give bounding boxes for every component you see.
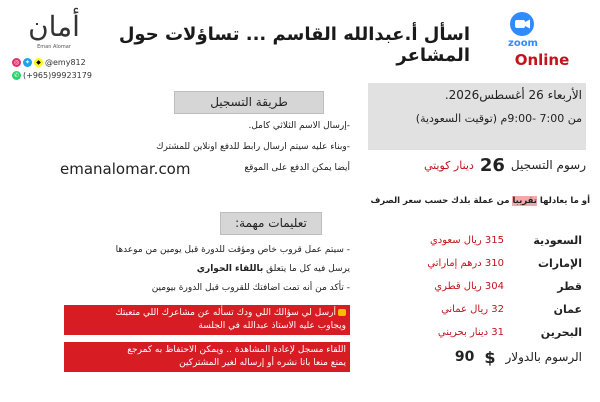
social-handles xyxy=(12,57,86,67)
whatsapp-icon[interactable]: ✆ xyxy=(13,71,20,79)
fee-label: رسوم التسجيل xyxy=(510,158,586,172)
phone-number[interactable]: (+965)99923179 xyxy=(23,70,92,80)
zoom-icon xyxy=(510,12,534,36)
snapchat-icon[interactable]: ◆ xyxy=(34,58,43,67)
usd-label: الرسوم بالدولار xyxy=(505,350,582,364)
approx-after: من عملة بلدك حسب سعر الصرف xyxy=(370,196,513,206)
logo-subtitle: Eman Alomar xyxy=(37,44,71,50)
usd-fee xyxy=(392,347,582,367)
logo-script: أمان xyxy=(28,10,80,43)
country-row xyxy=(380,233,590,253)
approx-highlight: تقريبا xyxy=(512,196,537,206)
country-name: قطر xyxy=(557,280,582,293)
instagram-icon[interactable]: ◎ xyxy=(13,58,20,66)
fee-currency: دينار كويتي xyxy=(423,158,474,172)
zoom-label: zoom xyxy=(508,38,538,49)
country-price: 31 دينار بحريني xyxy=(437,327,504,338)
country-row xyxy=(380,325,590,345)
phone-contact xyxy=(12,70,92,80)
schedule-date: الأربعاء 26 أغسطس2026. xyxy=(444,88,582,102)
online-label: Online xyxy=(514,51,570,69)
dollar-icon: $ xyxy=(484,347,496,367)
country-name: السعودية xyxy=(533,234,582,247)
fee-amount: 26 xyxy=(479,154,505,176)
notice-line: أرسل لي سؤالك اللي ودك تسأله عن مشاعرك اللي متعبتك xyxy=(115,308,336,318)
instruction-line: - تأكد من أنه تمت اضافتك للقروب قبل الدورة بيومين xyxy=(151,283,350,293)
instruction-bold: باللقاء الحواري xyxy=(196,264,264,274)
country-row xyxy=(380,279,590,299)
country-price: 32 ريال عماني xyxy=(441,304,504,315)
instruction-text: يرسل فيه كل ما يتعلق xyxy=(263,264,350,274)
country-name: الإمارات xyxy=(537,257,582,270)
country-name: عمان xyxy=(553,303,582,316)
notice-line: اللقاء مسجل لإعادة المشاهدة .. ويمكن الاحتفاظ به كمرجع xyxy=(127,345,346,355)
registration-step: -وبناء عليه سيتم ارسال رابط للدفع اونلاين للمشترك xyxy=(156,142,350,152)
notice-line: يمنع منعا باتا نشره أو إرساله لغير المشتركين xyxy=(179,358,346,368)
questions-notice xyxy=(64,305,350,335)
registration-step: -إرسال الاسم الثلاثي كامل. xyxy=(248,121,350,131)
instructions-heading: تعليمات مهمة: xyxy=(220,212,322,235)
approx-note xyxy=(368,196,590,206)
registration-step: أيضا يمكن الدفع على الموقع xyxy=(244,163,350,173)
recording-notice xyxy=(64,342,350,372)
twitter-icon[interactable]: ✦ xyxy=(24,58,31,66)
lightbulb-icon xyxy=(338,309,346,316)
social-handle-text: @emy812 xyxy=(45,57,86,67)
usd-amount: 90 xyxy=(454,349,475,365)
notice-line: ويجاوب عليه الاستاذ عبدالله في الجلسة xyxy=(198,321,346,331)
registration-fee xyxy=(368,154,586,176)
website-link[interactable]: emanalomar.com xyxy=(60,160,191,178)
country-price: 310 درهم إماراتي xyxy=(427,258,504,269)
country-price: 304 ريال قطري xyxy=(434,281,504,292)
registration-heading: طريقة التسجيل xyxy=(174,91,324,114)
country-price: 315 ريال سعودي xyxy=(429,235,504,246)
instruction-line: - سيتم عمل قروب خاص ومؤقت للدورة قبل يومين من موعدها xyxy=(115,245,350,255)
approx-before: أو ما يعادلها xyxy=(536,196,590,206)
instruction-line xyxy=(20,262,350,276)
country-row xyxy=(380,256,590,276)
country-name: البحرين xyxy=(540,326,582,339)
schedule-time: من 7:00 -9:00م (توقيت السعودية) xyxy=(415,112,582,125)
country-row xyxy=(380,302,590,322)
page-title: اسأل أ.عبدالله القاسم ... تساؤلات حول المشاعر xyxy=(118,24,470,66)
